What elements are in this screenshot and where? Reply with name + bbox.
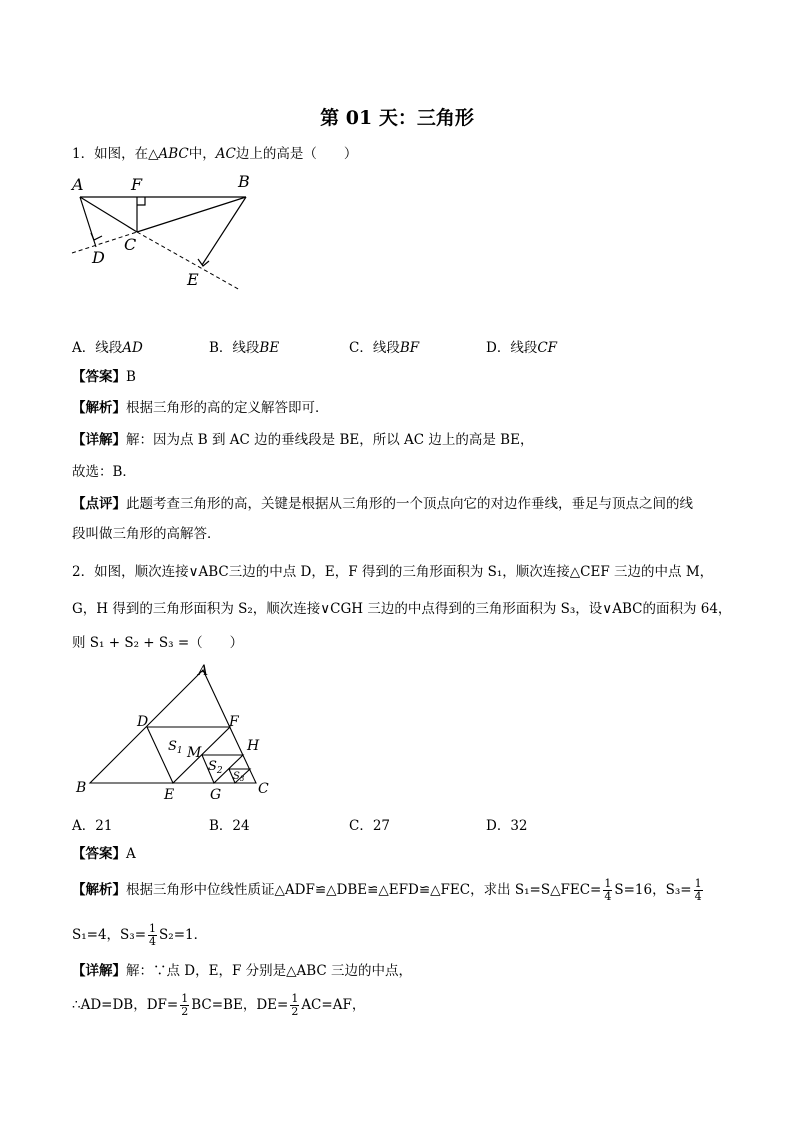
q1-label-b: B bbox=[238, 172, 250, 191]
q1-choice-c: C．线段BF bbox=[349, 340, 420, 356]
q1-stem bbox=[72, 145, 357, 163]
q2-label-d: D bbox=[137, 714, 149, 730]
q1-stem-suffix: 边上的高是（ ） bbox=[235, 146, 358, 162]
q2-frac-4: $\frac{1}{2}$ bbox=[181, 992, 189, 1018]
q1-label-f: F bbox=[131, 175, 143, 194]
q2-choice-c: C．27 bbox=[349, 818, 391, 834]
q1-figure bbox=[60, 170, 260, 295]
q1-answer: 【答案】B bbox=[72, 369, 136, 385]
q1-stem-ac: AC bbox=[215, 146, 236, 162]
q2-choice-a: A．21 bbox=[72, 818, 113, 834]
q1-segment-bc bbox=[137, 197, 246, 232]
q1-analysis: 【解析】根据三角形的高的定义解答即可． bbox=[72, 400, 329, 416]
q1-choice-b: B．线段BE bbox=[209, 340, 280, 356]
q2-label-e: E bbox=[164, 787, 175, 803]
q2-frac-5: $\frac{1}{2}$ bbox=[291, 992, 299, 1018]
page-title: 第 01 天：三角形 bbox=[320, 107, 474, 129]
q1-choose: 故选：B． bbox=[72, 464, 136, 480]
q2-label-g: G bbox=[210, 787, 222, 803]
q1-comment-cont: 段叫做三角形的高解答． bbox=[72, 526, 221, 542]
q2-label-f: F bbox=[229, 714, 239, 730]
q2-stem-line3: 则 S₁ + S₂ + S₃ =（ ） bbox=[72, 635, 244, 651]
q1-stem-prefix: 1．如图，在 bbox=[72, 146, 149, 162]
q2-figure bbox=[70, 660, 280, 805]
q1-label-e: E bbox=[187, 270, 199, 289]
q2-label-m: M bbox=[187, 745, 202, 761]
q1-right-angle-f bbox=[137, 197, 145, 205]
q1-label-d: D bbox=[92, 248, 105, 267]
q2-stem-line2: G，H 得到的三角形面积为 S₂，顺次连接∨CGH 三边的中点得到的三角形面积为 S₃，设∨ABC的面积为 64， bbox=[72, 601, 732, 617]
q2-detail: 【详解】解：∵点 D，E，F 分别是△ABC 三边的中点， bbox=[72, 963, 413, 979]
q2-analysis-cont: S₁=4，S₃= $\frac{1}{4}$ S₂=1． bbox=[72, 922, 208, 948]
q1-choice-a: A．线段AD bbox=[72, 340, 143, 356]
q1-label-c: C bbox=[124, 235, 137, 254]
q1-label-a: A bbox=[72, 175, 84, 194]
q2-frac-3: $\frac{1}{4}$ bbox=[149, 922, 157, 948]
q2-stem-line1: 2．如图，顺次连接∨ABC三边的中点 D，E，F 得到的三角形面积为 S₁，顺次连接△CEF 三边的中点 M， bbox=[72, 564, 714, 580]
q2-choice-b: B．24 bbox=[209, 818, 250, 834]
q2-label-c: C bbox=[258, 781, 269, 797]
q2-label-s3: $S_3$ bbox=[233, 771, 245, 783]
q1-segment-ac bbox=[80, 197, 137, 232]
q2-label-s1: $S_1$ bbox=[168, 739, 183, 756]
q2-choice-d: D．32 bbox=[486, 818, 528, 834]
q1-right-angle-d bbox=[91, 233, 102, 240]
q2-answer: 【答案】A bbox=[72, 846, 136, 862]
q1-detail: 【详解】解：因为点 B 到 AC 边的垂线段是 BE，所以 AC 边上的高是 BE， bbox=[72, 432, 534, 448]
q2-label-a: A bbox=[198, 663, 209, 679]
q2-label-b: B bbox=[76, 780, 87, 796]
q1-segment-be bbox=[202, 197, 246, 265]
q2-label-h: H bbox=[247, 738, 260, 754]
q1-choice-d: D．线段CF bbox=[486, 340, 558, 356]
q2-frac-1: $\frac{1}{4}$ bbox=[604, 877, 612, 903]
q2-analysis: 【解析】根据三角形中位线性质证△ADF≌△DBE≌△EFD≌△FEC，求出 S₁=S△FEC= $\frac{1}{4}$ S=16，S₃= $\frac{1}{4}$ bbox=[72, 877, 702, 903]
q1-comment: 【点评】此题考查三角形的高，关键是根据从三角形的一个顶点向它的对边作垂线，垂足与顶点之间的线 bbox=[72, 496, 693, 512]
q1-stem-mid: 中， bbox=[188, 146, 216, 162]
q1-stem-triangle: △ABC bbox=[148, 146, 189, 162]
q2-label-s2: $S_2$ bbox=[208, 759, 223, 776]
q2-frac-2: $\frac{1}{4}$ bbox=[694, 877, 702, 903]
q2-detail-cont: ∴AD=DB，DF= $\frac{1}{2}$ BC=BE，DE= $\frac{1}{2}$ AC=AF， bbox=[72, 992, 366, 1018]
